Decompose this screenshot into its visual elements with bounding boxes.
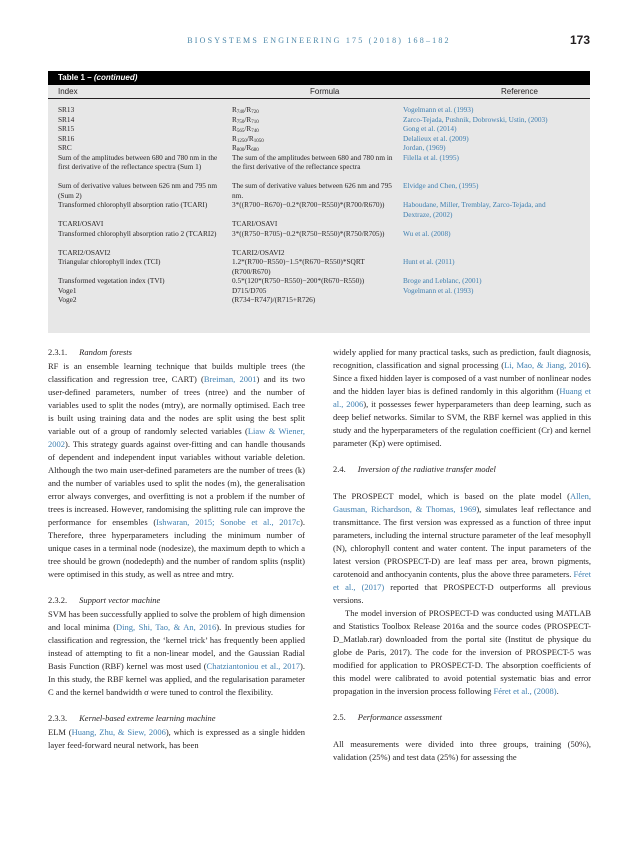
section-heading-2-3-2: 2.3.2. Support vector machine (48, 595, 161, 605)
reference-link[interactable]: Gong et al. (2014) (403, 124, 457, 133)
reference-link[interactable]: Vogelmann et al. (1993) (403, 105, 474, 114)
reference-link[interactable]: Elvidge and Chen, (1995) (403, 181, 479, 190)
citation-link[interactable]: Huang et al., 2006 (333, 386, 592, 409)
reference-link[interactable]: Broge and Leblanc, (2001) (403, 276, 482, 285)
table-caption: Table 1 – (continued) (48, 71, 590, 85)
section-heading-2-5: 2.5. Performance assessment (333, 712, 443, 722)
reference-link[interactable]: Vogelmann et al. (1993) (403, 285, 474, 295)
paragraph: The PROSPECT model, which is based on the plate model (Allen, Gausman, Richardson, & Thomas, 1969), simulates leaf reflectance and transmittance. The first version was expressed as a function of three input parameters, including the internal structure parameter of the leaf mesophyll (N), chlorophyll content and water content. The input parameters of the latest version (PROSPECT-D) are leaf mass per area, brown pigments, carotenoid and anthocyanin contents, plus the above three parameters. Féret et al., (2017) reported that PROSPECT-D outperforms all previous versions. (333, 491, 591, 605)
section-heading-2-3-3: 2.3.3. Kernel-based extreme learning machine (48, 713, 216, 723)
citation-link[interactable]: Ding, Shi, Tao, & An, 2016 (116, 622, 217, 632)
citation-link[interactable]: Breiman, 2001 (203, 374, 257, 384)
reference-link[interactable]: Filella et al. (1995) (403, 152, 459, 162)
citation-link[interactable]: Liaw & Wiener, 2002 (48, 426, 305, 449)
paragraph: ELM (Huang, Zhu, & Siew, 2006), which is expressed as a single hidden layer feed-forward neural network, has been (48, 727, 305, 750)
paragraph: RF is an ensemble learning technique that builds multiple trees (the classification and regression tree, CART) (Breiman, 2001) and its two user-defined parameters, number of trees (ntree) and the number of variables used to split the nodes (mtry), are normally optimised. Each tree is built using training data and the nodes are split using the best split variable out of a group of randomly selected variables (Liaw & Wiener, 2002). This strategy guards against over-fitting and can handle thousands of dependent and independent input variables without variable deletion. Although the two main user-defined parameters are the number of trees (k) and the number of variables used to split the nodes (m), the generalisation error always converges, and overfitting is not a problem if the number of trees is increased. However, randomising the splitting rule can improve the performance for ensembles (Ishwaran, 2015; Sonobe et al., 2017c). Therefore, three hyperparameters including the minimum number of unique cases in a terminal node (nodesize), the maximum depth to which a tree should be grown (nodedepth) and the number of random splits (nsplit) were optimised in this study, as well as ntree and mtry. (48, 361, 305, 579)
left-text-column (48, 346, 305, 752)
column-header-index: Index (58, 87, 78, 96)
table-1-continued: Table 1 – (continued) Index Formula Reference SR13 $R_{740}/R_{720}$ Vogelmann et al. (1993) SR14 $R_{750}/R_{710}$ Zarco-Tejada, Pushnik, Dobrowski, Ustin, (2003) SR15 $R_{565}/R_{740}$ Gong et al. (2014) SR16 $R_{1250}/R_{1050}$ Delalieux et al. (2009) SRC $R_{800}/R_{680}$ Jordan, (1969) Sum of the amplitudes between 680 and 780 nm in the first derivative of the reflectance spectra (Sum 1) The sum of the amplitudes between 680 and 780 nm in the first derivative of the reflectance spectra Filella et al. (1995) Sum of derivative values between 626 nm and 795 nm (Sum 2) The sum of derivative values between 626 nm and 795 nm. Elvidge and Chen, (1995) Transformed chlorophyll absorption ratio (TCARI) 3*((R700−R670)−0.2*(R700−R550)*(R700/R670)) Haboudane, Miller, Tremblay, Zarco-Tejada, and Dextraze, (2002) TCARI/OSAVI TCARI/OSAVI Transformed chlorophyll absorption ratio 2 (TCARI2) 3*((R750−R705)−0.2*(R750−R550)*(R750/R705)) Wu et al. (2008) TCARI2/OSAVI2 TCARI2/OSAVI2 Triangular chlorophyll index (TCI) 1.2*(R700−R550)−1.5*(R670−R550)*SQRT (R700/R670) Hunt et al. (2011) Transformed vegetation index (TVI) 0.5*(120*(R750−R550)−200*(R670−R550)) Broge and Leblanc, (2001) Voge1 D715/D705 Vogelmann et al. (1993) Voge2 (R734−R747)/(R715+R726) (48, 71, 590, 333)
paragraph: All measurements were divided into three groups, training (50%), validation (25%) and test data (25%) for assessing the (333, 739, 591, 762)
page-number: 173 (569, 33, 590, 47)
paragraph: widely applied for many practical tasks, such as prediction, fault diagnosis, recognition, classification and signal processing (Li, Mao, & Jiang, 2016). Since a fixed hidden layer is composed of a vast number of nonlinear nodes and the hidden layer bias is defined randomly in this algorithm (Huang et al., 2006), it possesses fewer hyperparameters than deep learning, such as deep belief networks. Similar to SVM, the RBF kernel was applied in this study and the hyperparameters of the regulation coefficient (Cr) and kernel parameter (Kp) were optimised. (333, 347, 592, 448)
citation-link[interactable]: Huang, Zhu, & Siew, 2006 (71, 727, 166, 737)
citation-link[interactable]: Ishwaran, 2015; Sonobe et al., 2017c (156, 517, 301, 527)
paragraph: SVM has been successfully applied to solve the problem of high dimension and local minima (Ding, Shi, Tao, & An, 2016). In previous studies for classification and regression, the ‘kernel trick’ has frequently been applied instead of attempting to fit a non-linear model, and the Gaussian Radial Basis Function (RBF) kernel was most used (Chatziantoniou et al., 2017). In this study, the RBF kernel was applied, and the regularisation parameter C and the kernel bandwidth σ were tuned to control the flexibility. (48, 609, 306, 697)
reference-link[interactable]: Haboudane, Miller, Tremblay, Zarco-Tejada, and Dextraze, (2002) (403, 200, 546, 219)
reference-link[interactable]: Zarco-Tejada, Pushnik, Dobrowski, Ustin, (2003) (403, 114, 548, 124)
section-heading-2-3-1: 2.3.1. Random forests (48, 347, 132, 357)
section-heading-2-4: 2.4. Inversion of the radiative transfer model (333, 464, 496, 474)
reference-link[interactable]: Wu et al. (2008) (403, 228, 451, 238)
citation-link[interactable]: Allen, Gausman, Richardson, & Thomas, 1969 (333, 491, 591, 514)
right-text-column (333, 346, 591, 764)
citation-link[interactable]: Féret et al., (2008) (493, 686, 557, 696)
reference-link[interactable]: Hunt et al. (2011) (403, 257, 455, 266)
reference-link[interactable]: Jordan, (1969) (403, 143, 446, 152)
column-header-reference: Reference (501, 87, 538, 96)
journal-title: BIOSYSTEMS ENGINEERING 175 (2018) 168–182 (187, 36, 451, 45)
reference-link[interactable]: Delalieux et al. (2009) (403, 133, 469, 143)
citation-link[interactable]: Chatziantoniou et al., 2017 (206, 661, 301, 671)
running-header (48, 34, 590, 48)
citation-link[interactable]: Li, Mao, & Jiang, 2016 (504, 360, 587, 370)
citation-link[interactable]: Féret et al., (2017) (333, 569, 591, 592)
paragraph: The model inversion of PROSPECT-D was conducted using MATLAB and Statistics Toolbox Release 2016a and the source codes (PROSPECT-D_Matlab.rar) downloaded from the portal site (Institut de physique du globe de Paris, 2017). The code for the inversion of PROSPECT-5 was modified for application to PROSPECT-D. The absorption coefficients of this model were calibrated to avoid potential systematic bias and error propagation in the inversion process following Féret et al., (2008). (333, 608, 591, 696)
column-header-formula: Formula (310, 87, 340, 96)
table-header-row (48, 85, 590, 99)
